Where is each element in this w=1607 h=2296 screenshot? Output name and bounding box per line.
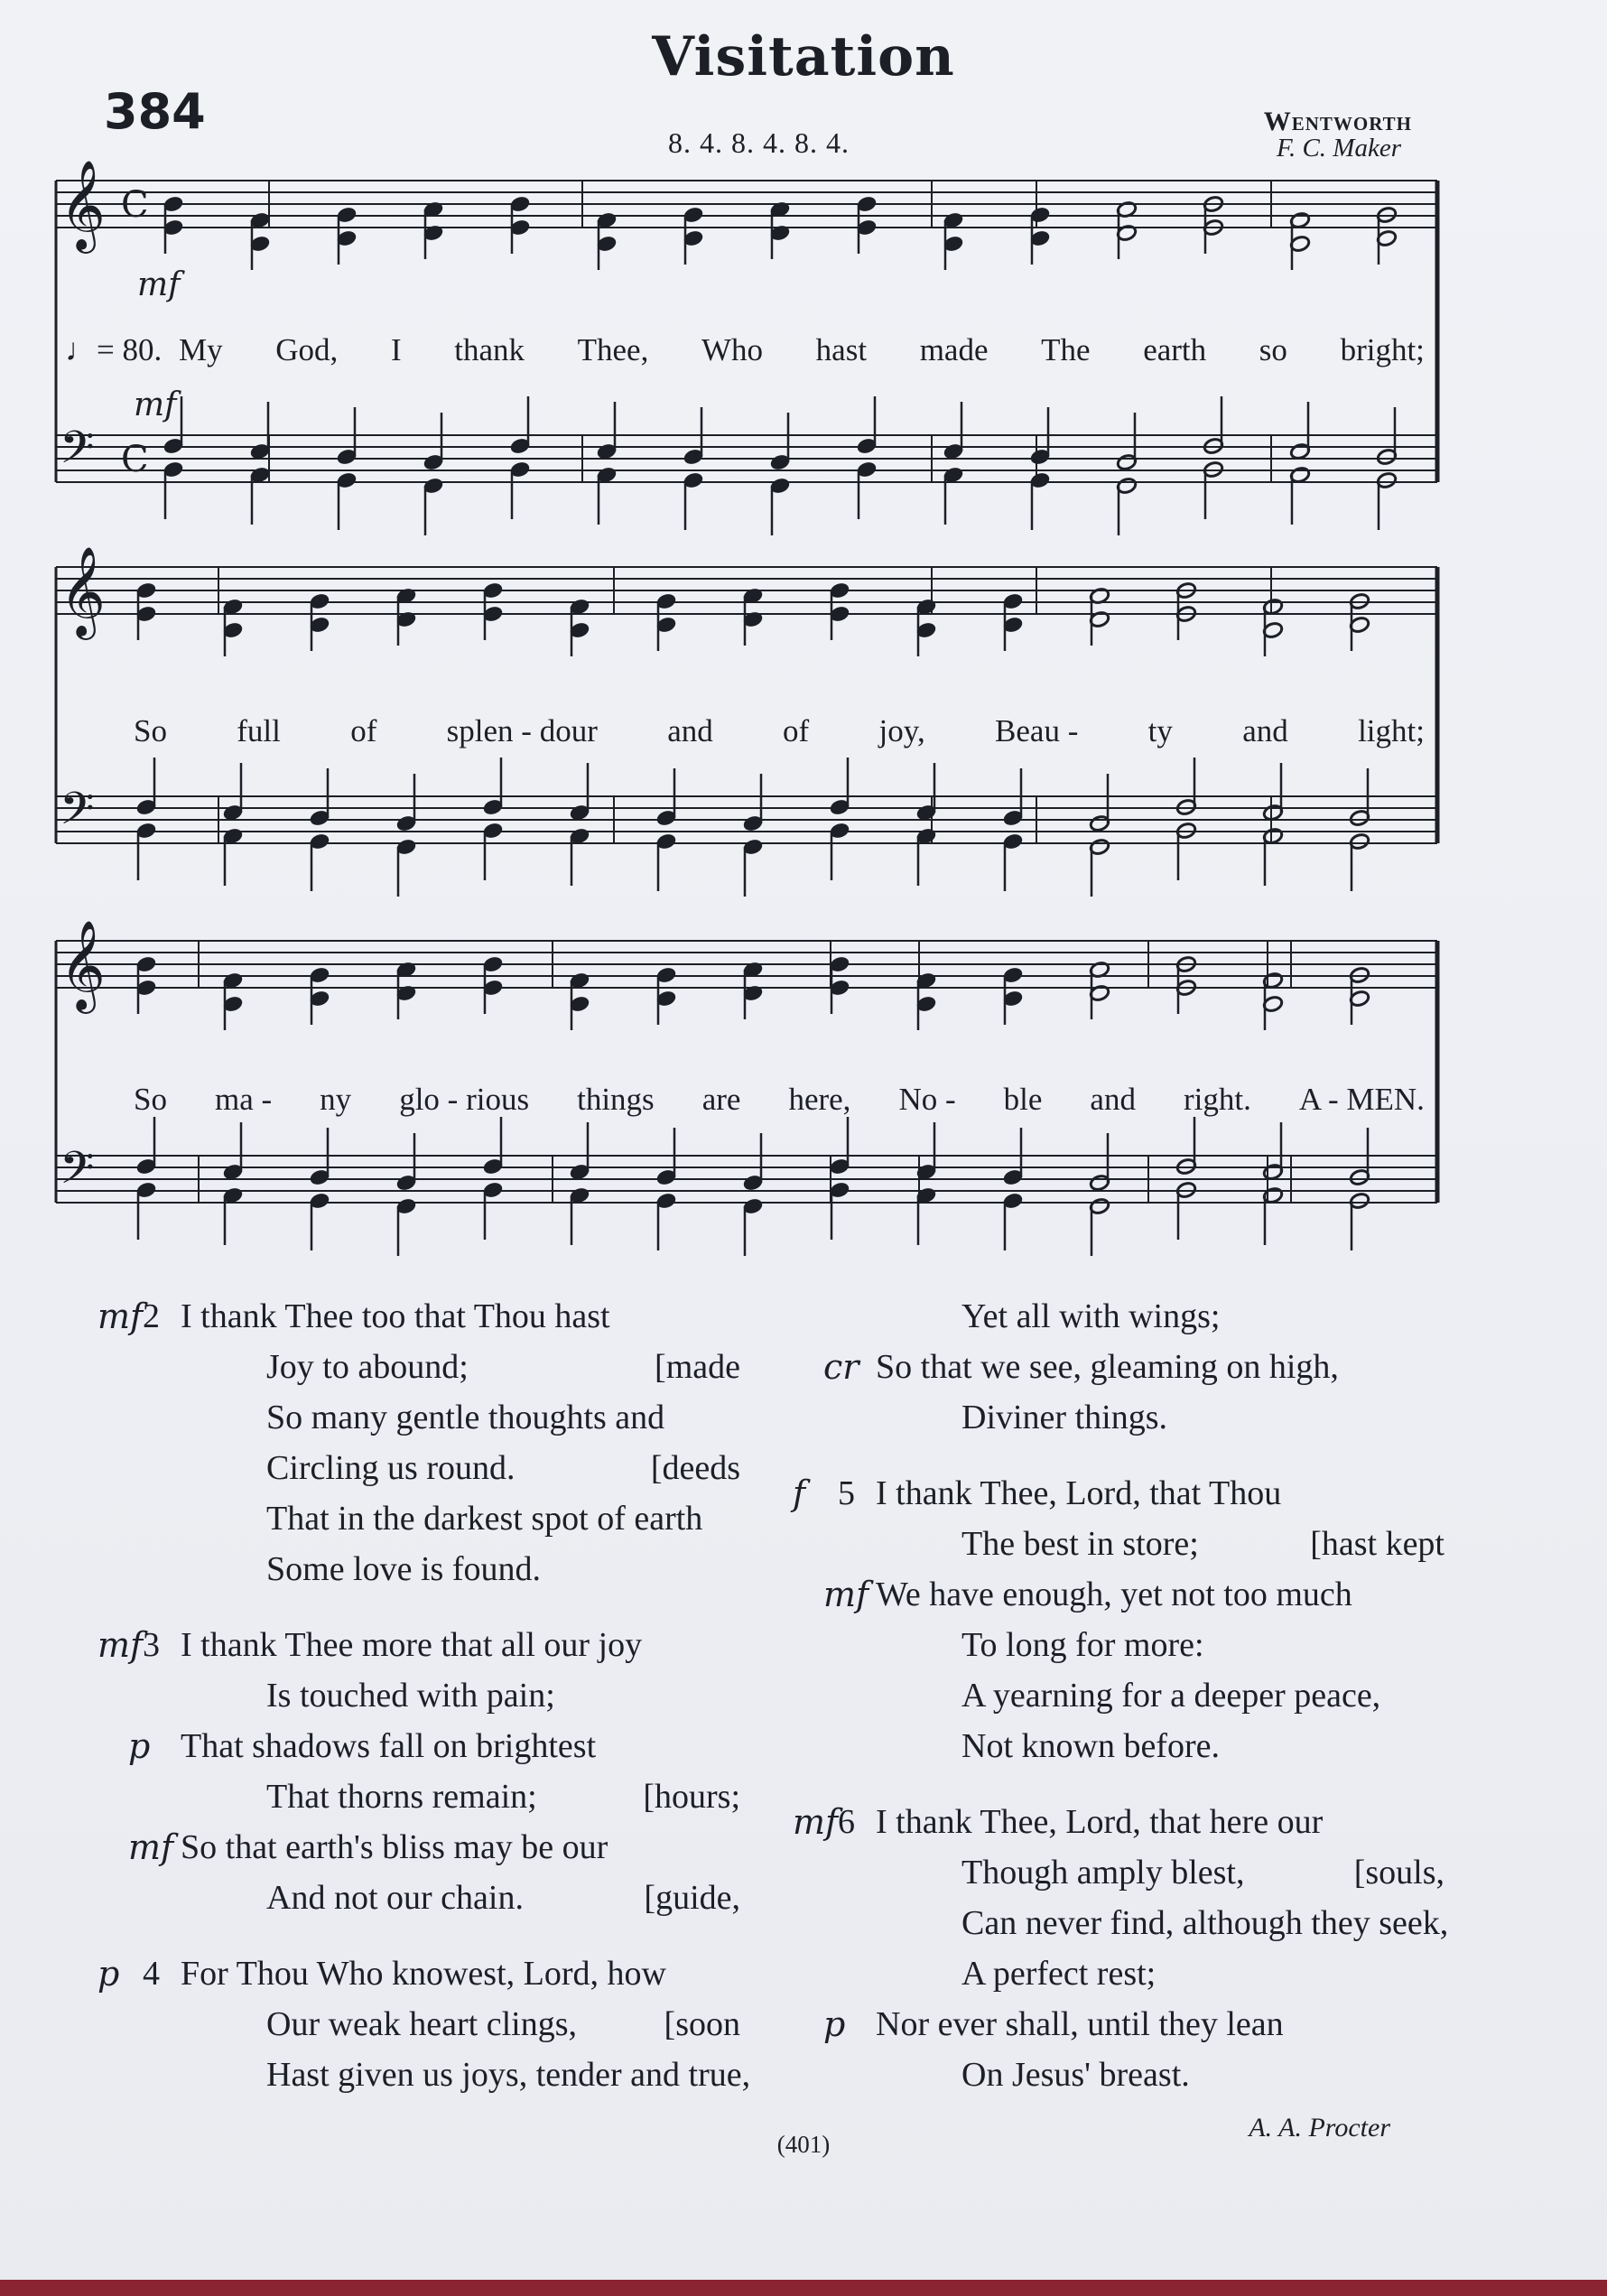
verse-line: [758, 1620, 1444, 1670]
verse-text: Diviner things.: [961, 1399, 1167, 1436]
stanza: [72, 1291, 740, 1594]
lyric-syllable: The: [1041, 332, 1091, 367]
verse-text: The best in store;: [961, 1525, 1199, 1563]
verse-text: Is touched with pain;: [266, 1677, 555, 1715]
verses-right-column: [758, 1291, 1449, 2125]
lyric-syllable: No -: [898, 1082, 956, 1117]
lyric-syllable: are: [701, 1082, 741, 1117]
verse-number: 5: [838, 1474, 855, 1512]
verse-text: Circling us round.: [266, 1449, 516, 1487]
verse-overflow: [deeds: [650, 1449, 740, 1487]
verse-line: [758, 1948, 1444, 1999]
verse-dynamic: p: [128, 1726, 151, 1766]
verse-line: [758, 2050, 1444, 2100]
dynamic-bass: mf: [134, 386, 177, 423]
lyric-line: [134, 1082, 1425, 1118]
stanza: [72, 1948, 751, 2100]
verse-line: [758, 1519, 1444, 1569]
verse-number: 3: [143, 1626, 160, 1664]
svg-text:𝄞: 𝄞: [60, 920, 106, 1010]
lyric-syllable: hast: [815, 332, 868, 367]
svg-text:𝄞: 𝄞: [60, 546, 106, 637]
lyric-syllable: earth: [1143, 332, 1207, 367]
lyric-syllable: bright;: [1340, 332, 1425, 367]
lyric-line: [179, 332, 1425, 368]
verse-line: [72, 1948, 740, 1999]
verse-text: So that earth's bliss may be our: [181, 1828, 608, 1866]
meter: 8. 4. 8. 4. 8. 4.: [668, 126, 850, 159]
verse-dynamic: mf: [823, 1575, 869, 1614]
svg-text:𝄢: 𝄢: [60, 1142, 95, 1205]
lyric-syllable: full: [237, 713, 281, 748]
lyric-line: [134, 713, 1425, 749]
verse-text: Though amply blest,: [961, 1854, 1245, 1892]
lyric-syllable: so: [1259, 332, 1287, 367]
verse-line: [72, 1291, 740, 1342]
lyric-syllable: light;: [1358, 713, 1425, 748]
lyric-syllable: and: [667, 713, 713, 748]
verse-text: Joy to abound;: [266, 1348, 469, 1386]
stanza: [758, 1468, 1444, 1771]
verse-line: [72, 1620, 740, 1670]
verse-text: So many gentle thoughts and: [266, 1399, 665, 1436]
lyric-syllable: and: [1090, 1082, 1136, 1117]
stanza: [758, 1291, 1444, 1443]
verse-line: [758, 1898, 1449, 1948]
verse-text: Our weak heart clings,: [266, 2005, 577, 2043]
lyric-syllable: right.: [1183, 1082, 1251, 1117]
lyric-syllable: Thee,: [577, 332, 649, 367]
verse-text: I thank Thee, Lord, that here our: [876, 1803, 1324, 1841]
verse-line: [72, 1392, 740, 1443]
verse-text: A yearning for a deeper peace,: [961, 1677, 1381, 1715]
page-edge: [0, 2280, 1607, 2296]
verse-dynamic: mf: [793, 1802, 839, 1842]
verse-line: [72, 1544, 740, 1594]
verse-overflow: [hast kept: [1310, 1525, 1444, 1563]
verse-dynamic: p: [98, 1954, 120, 1994]
verse-dynamic: mf: [98, 1625, 144, 1665]
verse-overflow: [souls,: [1353, 1854, 1444, 1892]
dynamic-treble: mf: [137, 266, 181, 303]
verse-text: On Jesus' breast.: [961, 2056, 1190, 2094]
lyric-syllable: ty: [1147, 713, 1173, 748]
verse-text: To long for more:: [961, 1626, 1204, 1664]
verse-line: [758, 1797, 1444, 1847]
verse-line: [72, 1721, 740, 1771]
verse-line: [758, 1847, 1444, 1898]
verses-left-column: [72, 1291, 751, 2125]
tempo-marking: ♩= 80.: [65, 332, 163, 367]
verse-overflow: [guide,: [644, 1879, 740, 1917]
verse-text: A perfect rest;: [961, 1955, 1156, 1993]
verse-line: [72, 1873, 740, 1923]
svg-text:𝄞: 𝄞: [60, 160, 106, 250]
lyric-syllable: My: [179, 332, 223, 367]
lyric-syllable: So: [134, 1082, 167, 1117]
lyric-syllable: and: [1242, 713, 1288, 748]
author: A. A. Procter: [1249, 2113, 1390, 2143]
verse-text: That thorns remain;: [266, 1778, 537, 1816]
lyric-syllable: ny: [320, 1082, 352, 1117]
verse-text: That shadows fall on brightest: [181, 1727, 597, 1765]
lyric-syllable: things: [577, 1082, 655, 1117]
verse-text: That in the darkest spot of earth: [266, 1500, 703, 1538]
verse-line: [72, 1443, 740, 1493]
lyric-syllable: here,: [788, 1082, 851, 1117]
verse-line: [758, 1569, 1444, 1620]
lyric-syllable: God,: [275, 332, 339, 367]
verse-line: [72, 1822, 740, 1873]
verse-overflow: [made: [655, 1348, 740, 1386]
verse-text: Yet all with wings;: [961, 1297, 1221, 1335]
lyric-syllable: joy,: [878, 713, 925, 748]
composer: F. C. Maker: [1276, 134, 1401, 163]
verse-text: I thank Thee more that all our joy: [181, 1626, 643, 1664]
verse-line: [758, 1291, 1444, 1342]
lyric-syllable: ble: [1003, 1082, 1043, 1117]
verse-line: [72, 1670, 740, 1721]
verse-text: Some love is found.: [266, 1550, 541, 1588]
verse-overflow: [soon: [664, 2005, 740, 2043]
lyric-syllable: Who: [701, 332, 764, 367]
verse-line: [72, 1342, 740, 1392]
verse-text: And not our chain.: [266, 1879, 524, 1917]
verse-dynamic: cr: [823, 1347, 859, 1387]
page-number: (401): [776, 2131, 831, 2158]
verse-text: We have enough, yet not too much: [876, 1576, 1352, 1613]
verse-number: 6: [838, 1803, 855, 1841]
svg-text:𝄢: 𝄢: [60, 422, 95, 485]
hymn-number: 384: [104, 83, 206, 140]
verse-dynamic: f: [793, 1473, 806, 1513]
svg-text:C: C: [121, 184, 149, 226]
verse-overflow: [hours;: [643, 1778, 740, 1816]
verse-line: [758, 1721, 1444, 1771]
lyric-syllable: made: [919, 332, 989, 367]
stanza: [758, 1797, 1449, 2100]
verse-dynamic: mf: [98, 1297, 144, 1336]
lyric-syllable: glo - rious: [399, 1082, 530, 1117]
verse-text: I thank Thee, Lord, that Thou: [876, 1474, 1282, 1512]
verse-text: I thank Thee too that Thou hast: [181, 1297, 610, 1335]
lyric-syllable: A - MEN.: [1298, 1082, 1425, 1117]
verse-line: [72, 2050, 751, 2100]
verse-line: [758, 1999, 1444, 2050]
verse-line: [758, 1468, 1444, 1519]
svg-text:𝄢: 𝄢: [60, 783, 95, 846]
svg-text:C: C: [121, 439, 149, 480]
verse-line: [72, 1999, 740, 2050]
verse-text: Nor ever shall, until they lean: [876, 2005, 1284, 2043]
lyric-syllable: of: [783, 713, 810, 748]
stanza: [72, 1620, 740, 1923]
lyric-syllable: splen - dour: [446, 713, 598, 748]
verse-text: So that we see, gleaming on high,: [876, 1348, 1339, 1386]
verse-line: [758, 1392, 1444, 1443]
lyric-syllable: I: [390, 332, 402, 367]
verse-dynamic: p: [823, 2004, 846, 2044]
verse-text: Hast given us joys, tender and true,: [266, 2056, 751, 2094]
lyric-syllable: of: [350, 713, 377, 748]
verse-line: [72, 1493, 740, 1544]
verse-number: 4: [143, 1955, 160, 1993]
verse-text: For Thou Who knowest, Lord, how: [181, 1955, 666, 1993]
lyric-syllable: ma -: [214, 1082, 273, 1117]
verse-number: 2: [143, 1297, 160, 1335]
lyric-syllable: Beau -: [995, 713, 1079, 748]
lyric-syllable: thank: [454, 332, 525, 367]
verse-line: [72, 1771, 740, 1822]
lyric-syllable: So: [134, 713, 167, 748]
verse-dynamic: mf: [128, 1827, 174, 1867]
section-title: Visitation: [652, 25, 955, 88]
verse-text: Can never find, although they seek,: [961, 1904, 1449, 1942]
verse-line: [758, 1342, 1444, 1392]
verse-text: Not known before.: [961, 1727, 1220, 1765]
verse-line: [758, 1670, 1444, 1721]
tune-name: Wentworth: [1263, 107, 1412, 136]
